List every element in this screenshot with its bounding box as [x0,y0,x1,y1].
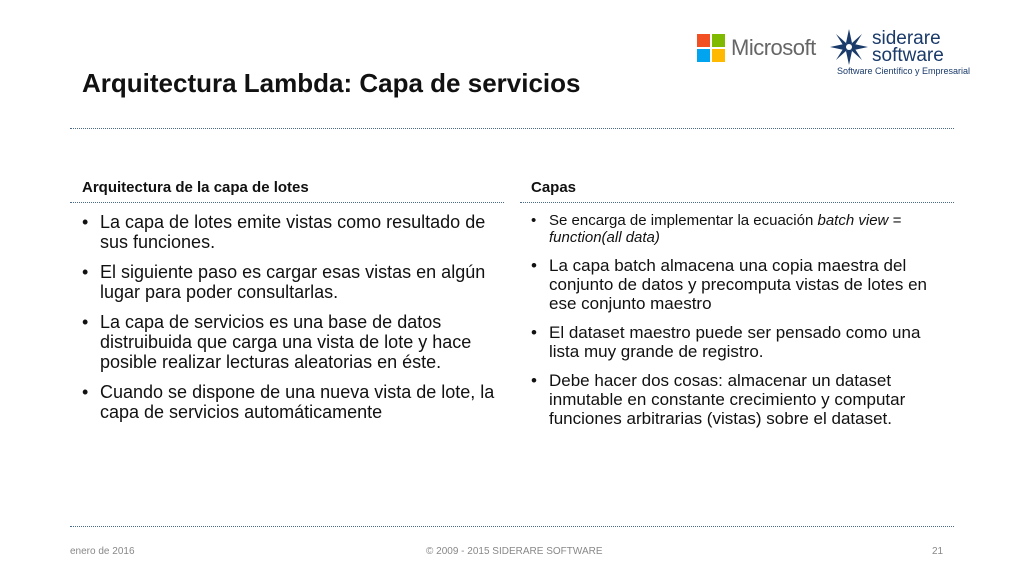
microsoft-logo-icon [697,34,725,62]
left-bullet-list [82,212,502,432]
footer-divider [70,526,954,527]
left-column-heading: Arquitectura de la capa de lotes [82,179,309,196]
right-bullet-list [531,212,951,438]
list-item: • La capa de servicios es una base de datos distruibuida que carga una vista de lote y hace posible realizar lecturas aleatorias en éste. [82,312,502,372]
left-heading-divider [70,202,504,203]
siderare-tagline: Software Científico y Empresarial [837,66,971,76]
list-item [531,212,951,246]
microsoft-wordmark: Microsoft [731,35,816,60]
list-item: • Cuando se dispone de una nueva vista de lote, la capa de servicios automáticamente [82,382,502,422]
siderare-wordmark: siderare [872,28,941,49]
right-heading-divider [520,202,954,203]
page-number: 21 [932,546,944,557]
slide-title: Arquitectura Lambda: Capa de servicios [82,68,581,98]
header-logos [694,26,971,82]
list-item: • La capa batch almacena una copia maestra del conjunto de datos y precomputa vistas de lotes en ese conjunto maestro [531,256,951,313]
equation-text: Se encarga de implementar la ecuación [549,212,818,229]
list-item: • Debe hacer dos cosas: almacenar un dataset inmutable en constante crecimiento y computar funciones arbitrarias (vistas) sobre el dataset. [531,371,951,428]
title-divider [70,128,954,129]
right-column-heading: Capas [531,179,577,196]
list-item: • La capa de lotes emite vistas como resultado de sus funciones. [82,212,502,252]
footer-date: enero de 2016 [70,546,135,557]
equation-italic: batch view = function(all data) [549,212,902,246]
list-item: • El dataset maestro puede ser pensado como una lista muy grande de registro. [531,323,951,361]
list-item: • El siguiente paso es cargar esas vistas en algún lugar para poder consultarlas. [82,262,502,302]
siderare-star-icon [828,28,870,66]
footer-copyright: © 2009 - 2015 SIDERARE SOFTWARE [426,546,603,557]
software-wordmark: software [872,45,944,66]
